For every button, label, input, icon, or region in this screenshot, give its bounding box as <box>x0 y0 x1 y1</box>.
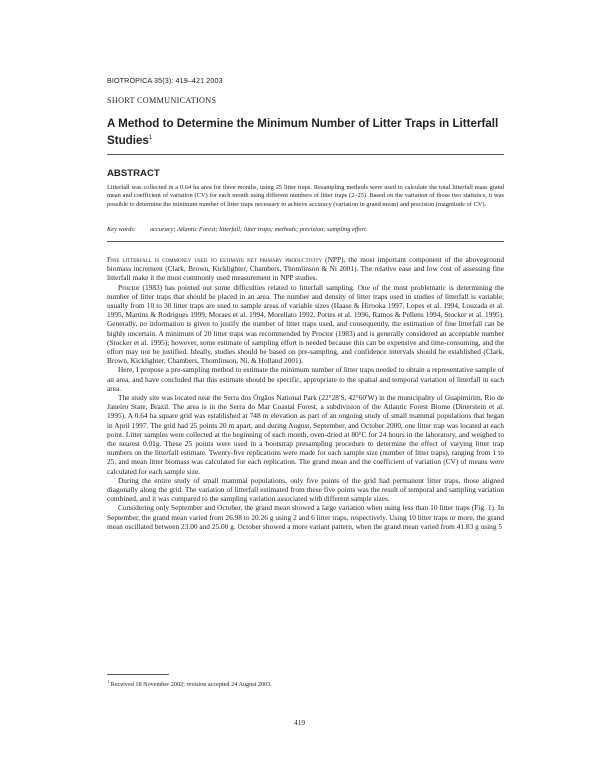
journal-citation: BIOTROPICA 35(3): 419–421 2003 <box>107 76 223 85</box>
footnote <box>107 679 272 688</box>
article-title <box>107 116 504 148</box>
title-divider <box>107 154 504 155</box>
abstract-divider <box>107 241 504 242</box>
body-paragraph: During the entire study of small mammal populations, only five points of the grid had permanent litter traps, those aligned diagonally along the grid. The variation of litterfall estimated from these five points was the result of temporal and sampling variation combined, and it was compared to the sampling variation associated with different sample sizes. <box>107 475 504 504</box>
body-paragraph: Here, I propose a pre-sampling method to estimate the minimum number of litter traps needed to obtain a representative sample of an area, and have concluded that this estimate should be specific, appropriate to the spatial and temporal variation of litterfall in each area. <box>107 365 504 393</box>
title-footnote-mark: 1 <box>148 135 153 141</box>
footnote-divider <box>107 674 169 675</box>
article-title-text: A Method to Determine the Minimum Number of Litter Traps in Litterfall Studies <box>107 117 499 147</box>
article-body <box>107 255 504 531</box>
section-label: SHORT COMMUNICATIONS <box>107 96 217 105</box>
keywords <box>107 226 504 233</box>
abstract-text: Litterfall was collected in a 0.64 ha area for three months, using 25 litter traps. Resampling methods were used to calculate the total litterfall mass grand mean and coefficient of variation (CV) for each month using different numbers of litter traps (2–25). Based on the variation of those two statistics, it was possible to determine the minimum number of litter traps necessary to achieve accuracy (variation in grand mean) and precision (magnitude of CV). <box>107 184 504 208</box>
body-paragraph <box>107 255 504 283</box>
body-paragraph: Considering only September and October, the grand mean showed a large variation when using less than 10 litter traps (Fig. 1). In September, the grand mean varied from 26.98 to 20.26 g using 2 and 6 litter traps, respectively. Using 10 litter traps or more, the grand mean oscillated between 23.00 and 25.00 g. October showed a more variant pattern, when the grand mean varied from 41.83 g using 5 <box>107 503 504 531</box>
keywords-list: accuracy; Atlantic Forest; litterfall; litter traps; methods; precision; sampling effort. <box>150 226 368 233</box>
article-page <box>107 0 504 776</box>
keywords-label: Key words: <box>107 226 137 233</box>
footnote-text: Received 18 November 2002; revision accepted 24 August 2003. <box>110 681 272 689</box>
body-lead-in: Fine litterfall is commonly used to estimate net primary productivity <box>107 255 323 264</box>
body-paragraph: Proctor (1983) has pointed out some difficulties related to litterfall sampling. One of the most problematic is determining the number of litter traps that should be placed in an area. The number and density of litter traps used in studies of litterfall is variable; usually from 10 to 30 litter traps are used to sample areas of variable sizes (Haase & Hirooka 1997, Lopes et al. 1994, Louzada et al. 1995, Martins & Rodrigues 1999, Moraes et al. 1994, Morellato 1992, Portes et al. 1996, Ramos & Pellens 1994, Stocker et al. 1995). Generally, no information is given to justify the number of litter traps used, and consequently, the estimation of fine litterfall can be highly uncertain. A minimum of 20 litter traps was recommended by Proctor (1983) and is generally considered an acceptable number (Stocker et al. 1995); however, some estimate of sampling effort is needed because this can be expensive and time-consuming, and the effort may not be justified. Ideally, studies should be based on pre-sampling, and confidence intervals should be established (Clark, Brown, Kicklighter, Chambers, Thomlinson, Ni, & Holland 2001). <box>107 282 504 366</box>
body-text: (NPP), the most important component of the aboveground biomass increment (Clark, Brown, Kicklighter, Chambers, Thomlinson & Ni 2001). The relative ease and low cost of assessing fine litterfall make it the most commonly used measurement in NPP studies. <box>107 255 504 283</box>
body-paragraph: The study site was located near the Serra dos Órgãos National Park (22°28′S, 42°60′W) in the municipality of Guapimirim, Rio de Janeiro State, Brazil. The area is in the Serra do Mar Coastal Forest, a subdivision of the Atlantic Forest Biome (Dinerstein et al. 1995). A 0.64 ha square grid was established at 748 m elevation as part of an ongoing study of small mammal populations that began in April 1997. The grid had 25 points 20 m apart, and during August, September, and October 2000, one litter trap was located at each point. Litter samples were collected at the beginning of each month, oven-dried at 80°C for 24 hours in the laboratory, and weighed to the nearest 0.01g. These 25 points were used in a bootstrap presampling procedure to determine the effect of varying litter trap numbers on the litterfall estimate. Twenty-five replications were made for each sample size (number of litter traps), ranging from 1 to 25, and mean litter biomass was calculated for each replication. The grand mean and the coefficient of variation (CV) of means were calculated for each sample size. <box>107 393 504 476</box>
page-number: 419 <box>294 718 306 727</box>
abstract-heading: ABSTRACT <box>107 168 160 179</box>
footnote-mark: 1 <box>107 679 110 684</box>
